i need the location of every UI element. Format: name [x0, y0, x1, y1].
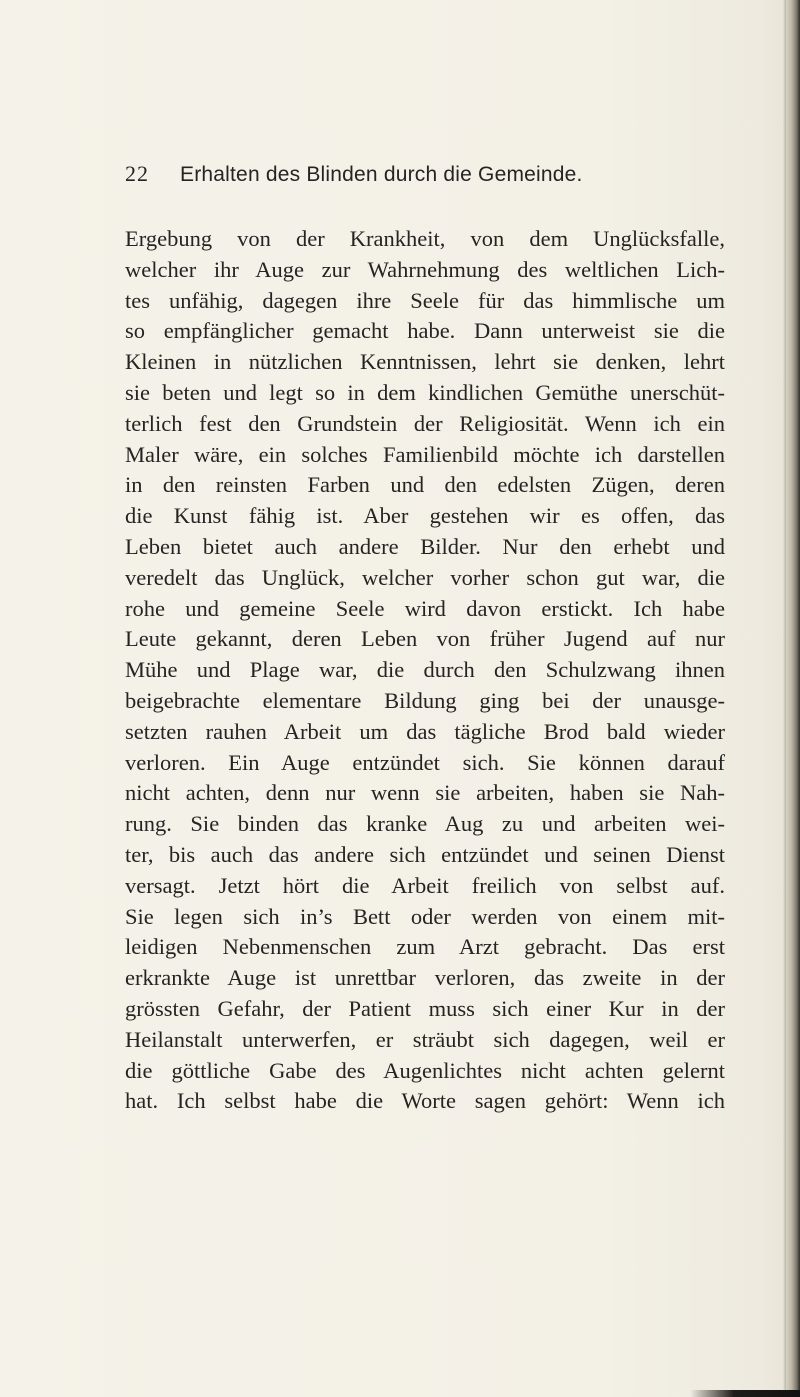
- text-line: die Kunst fähig ist. Aber gestehen wir es offen, das: [125, 503, 725, 529]
- text-line: terlich fest den Grundstein der Religiosität. Wenn ich ein: [125, 410, 725, 436]
- text-line: Maler wäre, ein solches Familienbild möchte ich darstellen: [125, 441, 725, 467]
- text-line: hat. Ich selbst habe die Worte sagen gehört: Wenn ich: [125, 1088, 725, 1114]
- text-line: leidigen Nebenmenschen zum Arzt gebracht. Das erst: [125, 934, 725, 960]
- text-line: Sie legen sich in’s Bett oder werden von einem mit-: [125, 903, 725, 929]
- text-line: welcher ihr Auge zur Wahrnehmung des weltlichen Lich-: [125, 256, 725, 282]
- text-line: Leben bietet auch andere Bilder. Nur den erhebt und: [125, 533, 725, 559]
- text-line: grössten Gefahr, der Patient muss sich einer Kur in der: [125, 995, 725, 1021]
- text-line: so empfänglicher gemacht habe. Dann unterweist sie die: [125, 318, 725, 344]
- text-line: die göttliche Gabe des Augenlichtes nicht achten gelernt: [125, 1057, 725, 1083]
- page-number: 22: [125, 161, 149, 186]
- text-line: Mühe und Plage war, die durch den Schulzwang ihnen: [125, 657, 725, 683]
- text-line: Ergebung von der Krankheit, von dem Unglücksfalle,: [125, 226, 725, 251]
- text-line: veredelt das Unglück, welcher vorher schon gut war, die: [125, 564, 725, 590]
- text-line: beigebrachte elementare Bildung ging bei der unausge-: [125, 687, 725, 713]
- text-line: nicht achten, denn nur wenn sie arbeiten, haben sie Nah-: [125, 780, 725, 806]
- book-spine-edge: [786, 0, 800, 1397]
- body-text: [125, 224, 725, 1117]
- text-line: Leute gekannt, deren Leben von früher Jugend auf nur: [125, 626, 725, 652]
- text-line: ter, bis auch das andere sich entzündet und seinen Dienst: [125, 841, 725, 867]
- bottom-edge-mark: [690, 1390, 800, 1397]
- running-header: [125, 161, 725, 191]
- text-line: setzten rauhen Arbeit um das tägliche Brod bald wieder: [125, 718, 725, 744]
- text-line: erkrankte Auge ist unrettbar verloren, das zweite in der: [125, 965, 725, 991]
- text-line: rung. Sie binden das kranke Aug zu und arbeiten wei-: [125, 811, 725, 837]
- text-line: Heilanstalt unterwerfen, er sträubt sich dagegen, weil er: [125, 1026, 725, 1052]
- text-line: rohe und gemeine Seele wird davon erstickt. Ich habe: [125, 595, 725, 621]
- text-line: sie beten und legt so in dem kindlichen Gemüthe unerschüt-: [125, 379, 725, 405]
- text-line: verloren. Ein Auge entzündet sich. Sie können darauf: [125, 749, 725, 775]
- text-line: Kleinen in nützlichen Kenntnissen, lehrt sie denken, lehrt: [125, 349, 725, 375]
- running-header-title: Erhalten des Blinden durch die Gemeinde.: [180, 163, 583, 186]
- text-line: tes unfähig, dagegen ihre Seele für das himmlische um: [125, 287, 725, 313]
- text-line: versagt. Jetzt hört die Arbeit freilich von selbst auf.: [125, 872, 725, 898]
- text-line: in den reinsten Farben und den edelsten Zügen, deren: [125, 472, 725, 498]
